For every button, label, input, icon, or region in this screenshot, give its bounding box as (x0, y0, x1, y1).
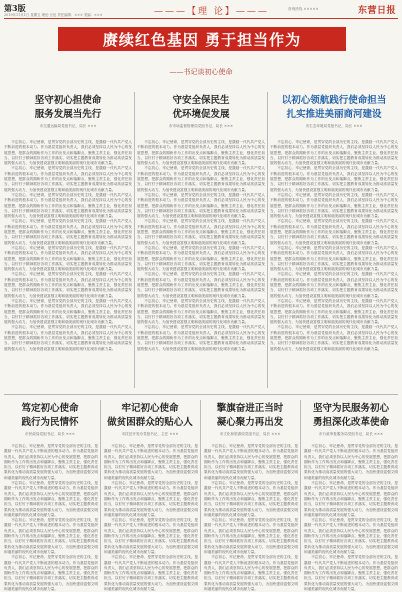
section-label-wrap (154, 4, 269, 17)
body-paragraph: 不忘初心、牢记使命，是贯穿党的全部历史的主线，是激励一代代共产党人不断前进的根本动力。作为基层党组织负责人，我们必须坚持以人民为中心的发展思想，把群众的期盼作为工作的出发点和落脚点，聚焦主责主业，强化责任担当，以钉钉子精神抓好各项工作落实，切实把主题教育成果转化为推动高质量发展的强大动力，为加快建设富强文明和谐美丽的现代化城市贡献力量。 (204, 555, 298, 592)
article-title-line: 践行为民情怀 (21, 417, 79, 428)
body-paragraph: 不忘初心、牢记使命，是贯穿党的全部历史的主线，是激励一代代共产党人不断前进的根本动力。作为基层党组织负责人，我们必须坚持以人民为中心的发展思想，把群众的期盼作为工作的出发点和落脚点，聚焦主责主业，强化责任担当，以钉钉子精神抓好各项工作落实，切实把主题教育成果转化为推动高质量发展的强大动力，为加快建设富强文明和谐美丽的现代化城市贡献力量。 (4, 555, 98, 592)
body-paragraph: 不忘初心、牢记使命，是贯穿党的全部历史的主线，是激励一代代共产党人不断前进的根本动力。作为基层党组织负责人，我们必须坚持以人民为中心的发展思想，把群众的期盼作为工作的出发点和落脚点，聚焦主责主业，强化责任担当，以钉钉子精神抓好各项工作落实，切实把主题教育成果转化为推动高质量发展的强大动力，为加快建设富强文明和谐美丽的现代化城市贡献力量。 (204, 481, 298, 517)
body-paragraph: 不忘初心、牢记使命，是贯穿党的全部历史的主线，是激励一代代共产党人不断前进的根本动力。作为基层党组织负责人，我们必须坚持以人民为中心的发展思想，把群众的期盼作为工作的出发点和落脚点，聚焦主责主业，强化责任担当，以钉钉子精神抓好各项工作落实，切实把主题教育成果转化为推动高质量发展的强大动力，为加快建设富强文明和谐美丽的现代化城市贡献力量。 (270, 245, 398, 272)
body-paragraph: 不忘初心、牢记使命，是贯穿党的全部历史的主线，是激励一代代共产党人不断前进的根本动力。作为基层党组织负责人，我们必须坚持以人民为中心的发展思想，把群众的期盼作为工作的出发点和落脚点，聚焦主责主业，强化责任担当，以钉钉子精神抓好各项工作落实，切实把主题教育成果转化为推动高质量发展的强大动力，为加快建设富强文明和谐美丽的现代化城市贡献力量。 (137, 245, 265, 272)
article-title-line: 牢记初心使命 (121, 403, 179, 414)
body-paragraph: 不忘初心、牢记使命，是贯穿党的全部历史的主线，是激励一代代共产党人不断前进的根本动力。作为基层党组织负责人，我们必须坚持以人民为中心的发展思想，把群众的期盼作为工作的出发点和落脚点，聚焦主责主业，强化责任担当，以钉钉子精神抓好各项工作落实，切实把主题教育成果转化为推动高质量发展的强大动力，为加快建设富强文明和谐美丽的现代化城市贡献力量。 (104, 481, 198, 517)
body-paragraph: 不忘初心、牢记使命，是贯穿党的全部历史的主线，是激励一代代共产党人不断前进的根本动力。作为基层党组织负责人，我们必须坚持以人民为中心的发展思想，把群众的期盼作为工作的出发点和落脚点，聚焦主责主业，强化责任担当，以钉钉子精神抓好各项工作落实，切实把主题教育成果转化为推动高质量发展的强大动力，为加快建设富强文明和谐美丽的现代化城市贡献力量。 (137, 140, 265, 166)
banner-title: 赓续红色基因 勇于担当作为 (102, 31, 302, 49)
article-title-line: 坚守初心担使命 (34, 95, 102, 106)
article-title-line: 勇担深化改革使命 (312, 417, 389, 428)
column-divider (267, 92, 268, 388)
article-byline: 市文化和旅游局党组书记、局长 ××× (219, 432, 281, 436)
body-paragraph: 不忘初心、牢记使命，是贯穿党的全部历史的主线，是激励一代代共产党人不断前进的根本动力。作为基层党组织负责人，我们必须坚持以人民为中心的发展思想，把群众的期盼作为工作的出发点和落脚点，聚焦主责主业，强化责任担当，以钉钉子精神抓好各项工作落实，切实把主题教育成果转化为推动高质量发展的强大动力，为加快建设富强文明和谐美丽的现代化城市贡献力量。 (270, 219, 398, 245)
body-paragraph: 不忘初心、牢记使命，是贯穿党的全部历史的主线，是激励一代代共产党人不断前进的根本动力。作为基层党组织负责人，我们必须坚持以人民为中心的发展思想，把群众的期盼作为工作的出发点和落脚点，聚焦主责主业，强化责任担当，以钉钉子精神抓好各项工作落实，切实把主题教育成果转化为推动高质量发展的强大动力，为加快建设富强文明和谐美丽的现代化城市贡献力量。 (270, 166, 398, 192)
article-body-2 (137, 140, 265, 386)
bracket-right-icon: 】——— (224, 7, 269, 17)
article-heading-7 (302, 402, 400, 437)
header-meta-right: 咨询热线 ××××× (288, 7, 319, 11)
body-paragraph: 不忘初心、牢记使命，是贯穿党的全部历史的主线，是激励一代代共产党人不断前进的根本动力。作为基层党组织负责人，我们必须坚持以人民为中心的发展思想，把群众的期盼作为工作的出发点和落脚点，聚焦主责主业，强化责任担当，以钉钉子精神抓好各项工作落实，切实把主题教育成果转化为推动高质量发展的强大动力，为加快建设富强文明和谐美丽的现代化城市贡献力量。 (4, 192, 132, 219)
body-paragraph: 不忘初心、牢记使命，是贯穿党的全部历史的主线，是激励一代代共产党人不断前进的根本动力。作为基层党组织负责人，我们必须坚持以人民为中心的发展思想，把群众的期盼作为工作的出发点和落脚点，聚焦主责主业，强化责任担当，以钉钉子精神抓好各项工作落实，切实把主题教育成果转化为推动高质量发展的强大动力，为加快建设富强文明和谐美丽的现代化城市贡献力量。 (4, 219, 132, 245)
article-byline: 市扶贫开发办党组书记、主任 ××× (121, 432, 179, 436)
body-paragraph: 不忘初心、牢记使命，是贯穿党的全部历史的主线，是激励一代代共产党人不断前进的根本动力。作为基层党组织负责人，我们必须坚持以人民为中心的发展思想，把群众的期盼作为工作的出发点和落脚点，聚焦主责主业，强化责任担当，以钉钉子精神抓好各项工作落实，切实把主题教育成果转化为推动高质量发展的强大动力，为加快建设富强文明和谐美丽的现代化城市贡献力量。 (270, 272, 398, 298)
article-heading-3 (270, 94, 398, 129)
article-heading-5 (102, 402, 198, 437)
body-paragraph: 不忘初心、牢记使命，是贯穿党的全部历史的主线，是激励一代代共产党人不断前进的根本动力。作为基层党组织负责人，我们必须坚持以人民为中心的发展思想，把群众的期盼作为工作的出发点和落脚点，聚焦主责主业，强化责任担当，以钉钉子精神抓好各项工作落实，切实把主题教育成果转化为推动高质量发展的强大动力，为加快建设富强文明和谐美丽的现代化城市贡献力量。 (304, 555, 398, 592)
body-paragraph: 不忘初心、牢记使命，是贯穿党的全部历史的主线，是激励一代代共产党人不断前进的根本动力。作为基层党组织负责人，我们必须坚持以人民为中心的发展思想，把群众的期盼作为工作的出发点和落脚点，聚焦主责主业，强化责任担当，以钉钉子精神抓好各项工作落实，切实把主题教育成果转化为推动高质量发展的强大动力，为加快建设富强文明和谐美丽的现代化城市贡献力量。 (137, 192, 265, 219)
body-paragraph: 不忘初心、牢记使命，是贯穿党的全部历史的主线，是激励一代代共产党人不断前进的根本动力。作为基层党组织负责人，我们必须坚持以人民为中心的发展思想，把群众的期盼作为工作的出发点和落脚点，聚焦主责主业，强化责任担当，以钉钉子精神抓好各项工作落实，切实把主题教育成果转化为推动高质量发展的强大动力，为加快建设富强文明和谐美丽的现代化城市贡献力量。 (270, 298, 398, 325)
body-paragraph: 不忘初心、牢记使命，是贯穿党的全部历史的主线，是激励一代代共产党人不断前进的根本动力。作为基层党组织负责人，我们必须坚持以人民为中心的发展思想，把群众的期盼作为工作的出发点和落脚点，聚焦主责主业，强化责任担当，以钉钉子精神抓好各项工作落实，切实把主题教育成果转化为推动高质量发展的强大动力，为加快建设富强文明和谐美丽的现代化城市贡献力量。 (4, 481, 98, 517)
article-title-line: 擎旗奋进正当时 (216, 403, 284, 414)
body-paragraph: 不忘初心、牢记使命，是贯穿党的全部历史的主线，是激励一代代共产党人不断前进的根本动力。作为基层党组织负责人，我们必须坚持以人民为中心的发展思想，把群众的期盼作为工作的出发点和落脚点，聚焦主责主业，强化责任担当，以钉钉子精神抓好各项工作落实，切实把主题教育成果转化为推动高质量发展的强大动力，为加快建设富强文明和谐美丽的现代化城市贡献力量。 (137, 166, 265, 192)
bracket-left-icon: ———【 (154, 7, 199, 17)
article-heading-4 (2, 402, 98, 437)
article-title-line: 笃定初心使命 (21, 403, 79, 414)
body-paragraph: 不忘初心、牢记使命，是贯穿党的全部历史的主线，是激励一代代共产党人不断前进的根本动力。作为基层党组织负责人，我们必须坚持以人民为中心的发展思想，把群众的期盼作为工作的出发点和落脚点，聚焦主责主业，强化责任担当，以钉钉子精神抓好各项工作落实，切实把主题教育成果转化为推动高质量发展的强大动力，为加快建设富强文明和谐美丽的现代化城市贡献力量。 (4, 166, 132, 192)
article-title-line: 做贫困群众的贴心人 (107, 417, 193, 428)
column-divider (300, 400, 301, 572)
body-paragraph: 不忘初心、牢记使命，是贯穿党的全部历史的主线，是激励一代代共产党人不断前进的根本动力。作为基层党组织负责人，我们必须坚持以人民为中心的发展思想，把群众的期盼作为工作的出发点和落脚点，聚焦主责主业，强化责任担当，以钉钉子精神抓好各项工作落实，切实把主题教育成果转化为推动高质量发展的强大动力，为加快建设富强文明和谐美丽的现代化城市贡献力量。 (204, 444, 298, 480)
article-byline: 市市场监督管理局党组书记、局长 ××× (168, 124, 234, 128)
article-title-line: 凝心聚力再出发 (216, 417, 284, 428)
body-paragraph: 不忘初心、牢记使命，是贯穿党的全部历史的主线，是激励一代代共产党人不断前进的根本动力。作为基层党组织负责人，我们必须坚持以人民为中心的发展思想，把群众的期盼作为工作的出发点和落脚点，聚焦主责主业，强化责任担当，以钉钉子精神抓好各项工作落实，切实把主题教育成果转化为推动高质量发展的强大动力，为加快建设富强文明和谐美丽的现代化城市贡献力量。 (204, 518, 298, 554)
body-paragraph: 不忘初心、牢记使命，是贯穿党的全部历史的主线，是激励一代代共产党人不断前进的根本动力。作为基层党组织负责人，我们必须坚持以人民为中心的发展思想，把群众的期盼作为工作的出发点和落脚点，聚焦主责主业，强化责任担当，以钉钉子精神抓好各项工作落实，切实把主题教育成果转化为推动高质量发展的强大动力，为加快建设富强文明和谐美丽的现代化城市贡献力量。 (270, 192, 398, 219)
column-divider (134, 92, 135, 388)
body-paragraph: 不忘初心、牢记使命，是贯穿党的全部历史的主线，是激励一代代共产党人不断前进的根本动力。作为基层党组织负责人，我们必须坚持以人民为中心的发展思想，把群众的期盼作为工作的出发点和落脚点，聚焦主责主业，强化责任担当，以钉钉子精神抓好各项工作落实，切实把主题教育成果转化为推动高质量发展的强大动力，为加快建设富强文明和谐美丽的现代化城市贡献力量。 (137, 272, 265, 298)
page-header (4, 3, 398, 17)
article-body-1 (4, 140, 132, 386)
body-paragraph: 不忘初心、牢记使命，是贯穿党的全部历史的主线，是激励一代代共产党人不断前进的根本动力。作为基层党组织负责人，我们必须坚持以人民为中心的发展思想，把群众的期盼作为工作的出发点和落脚点，聚焦主责主业，强化责任担当，以钉钉子精神抓好各项工作落实，切实把主题教育成果转化为推动高质量发展的强大动力，为加快建设富强文明和谐美丽的现代化城市贡献力量。 (137, 298, 265, 325)
body-paragraph: 不忘初心、牢记使命，是贯穿党的全部历史的主线，是激励一代代共产党人不断前进的根本动力。作为基层党组织负责人，我们必须坚持以人民为中心的发展思想，把群众的期盼作为工作的出发点和落脚点，聚焦主责主业，强化责任担当，以钉钉子精神抓好各项工作落实，切实把主题教育成果转化为推动高质量发展的强大动力，为加快建设富强文明和谐美丽的现代化城市贡献力量。 (4, 245, 132, 272)
body-paragraph: 不忘初心、牢记使命，是贯穿党的全部历史的主线，是激励一代代共产党人不断前进的根本动力。作为基层党组织负责人，我们必须坚持以人民为中心的发展思想，把群众的期盼作为工作的出发点和落脚点，聚焦主责主业，强化责任担当，以钉钉子精神抓好各项工作落实，切实把主题教育成果转化为推动高质量发展的强大动力，为加快建设富强文明和谐美丽的现代化城市贡献力量。 (4, 444, 98, 480)
article-heading-2 (137, 94, 265, 129)
column-divider (200, 400, 201, 572)
article-byline: 市生态环境局党组书记、局长 ××× (305, 124, 363, 128)
body-paragraph: 不忘初心、牢记使命，是贯穿党的全部历史的主线，是激励一代代共产党人不断前进的根本动力。作为基层党组织负责人，我们必须坚持以人民为中心的发展思想，把群众的期盼作为工作的出发点和落脚点，聚焦主责主业，强化责任担当，以钉钉子精神抓好各项工作落实，切实把主题教育成果转化为推动高质量发展的强大动力，为加快建设富强文明和谐美丽的现代化城市贡献力量。 (270, 325, 398, 351)
article-byline: 市行政审批服务局党组书记、局长 ××× (318, 432, 384, 436)
article-title-line: 优环境促发展 (172, 109, 230, 120)
edition-label: 第3版 (4, 3, 26, 13)
article-title-line: 扎实推进美丽商河建设 (286, 109, 382, 120)
article-byline: 市交通运输局党组书记、局长 ××× (39, 124, 97, 128)
body-paragraph: 不忘初心、牢记使命，是贯穿党的全部历史的主线，是激励一代代共产党人不断前进的根本动力。作为基层党组织负责人，我们必须坚持以人民为中心的发展思想，把群众的期盼作为工作的出发点和落脚点，聚焦主责主业，强化责任担当，以钉钉子精神抓好各项工作落实，切实把主题教育成果转化为推动高质量发展的强大动力，为加快建设富强文明和谐美丽的现代化城市贡献力量。 (104, 444, 198, 480)
column-divider (100, 400, 101, 572)
article-body-4 (4, 444, 98, 592)
article-body-5 (104, 444, 198, 592)
newspaper-brand: 东营日报 (358, 6, 397, 16)
body-paragraph: 不忘初心、牢记使命，是贯穿党的全部历史的主线，是激励一代代共产党人不断前进的根本动力。作为基层党组织负责人，我们必须坚持以人民为中心的发展思想，把群众的期盼作为工作的出发点和落脚点，聚焦主责主业，强化责任担当，以钉钉子精神抓好各项工作落实，切实把主题教育成果转化为推动高质量发展的强大动力，为加快建设富强文明和谐美丽的现代化城市贡献力量。 (137, 325, 265, 351)
article-heading-6 (202, 402, 298, 437)
body-paragraph: 不忘初心、牢记使命，是贯穿党的全部历史的主线，是激励一代代共产党人不断前进的根本动力。作为基层党组织负责人，我们必须坚持以人民为中心的发展思想，把群众的期盼作为工作的出发点和落脚点，聚焦主责主业，强化责任担当，以钉钉子精神抓好各项工作落实，切实把主题教育成果转化为推动高质量发展的强大动力，为加快建设富强文明和谐美丽的现代化城市贡献力量。 (104, 555, 198, 592)
body-paragraph: 不忘初心、牢记使命，是贯穿党的全部历史的主线，是激励一代代共产党人不断前进的根本动力。作为基层党组织负责人，我们必须坚持以人民为中心的发展思想，把群众的期盼作为工作的出发点和落脚点，聚焦主责主业，强化责任担当，以钉钉子精神抓好各项工作落实，切实把主题教育成果转化为推动高质量发展的强大动力，为加快建设富强文明和谐美丽的现代化城市贡献力量。 (4, 298, 132, 325)
body-paragraph: 不忘初心、牢记使命，是贯穿党的全部历史的主线，是激励一代代共产党人不断前进的根本动力。作为基层党组织负责人，我们必须坚持以人民为中心的发展思想，把群众的期盼作为工作的出发点和落脚点，聚焦主责主业，强化责任担当，以钉钉子精神抓好各项工作落实，切实把主题教育成果转化为推动高质量发展的强大动力，为加快建设富强文明和谐美丽的现代化城市贡献力量。 (304, 518, 398, 554)
section-divider (4, 394, 398, 395)
body-paragraph: 不忘初心、牢记使命，是贯穿党的全部历史的主线，是激励一代代共产党人不断前进的根本动力。作为基层党组织负责人，我们必须坚持以人民为中心的发展思想，把群众的期盼作为工作的出发点和落脚点，聚焦主责主业，强化责任担当，以钉钉子精神抓好各项工作落实，切实把主题教育成果转化为推动高质量发展的强大动力，为加快建设富强文明和谐美丽的现代化城市贡献力量。 (4, 518, 98, 554)
main-banner (58, 27, 346, 51)
body-paragraph: 不忘初心、牢记使命，是贯穿党的全部历史的主线，是激励一代代共产党人不断前进的根本动力。作为基层党组织负责人，我们必须坚持以人民为中心的发展思想，把群众的期盼作为工作的出发点和落脚点，聚焦主责主业，强化责任担当，以钉钉子精神抓好各项工作落实，切实把主题教育成果转化为推动高质量发展的强大动力，为加快建设富强文明和谐美丽的现代化城市贡献力量。 (137, 219, 265, 245)
article-body-7 (304, 444, 398, 592)
body-paragraph: 不忘初心、牢记使命，是贯穿党的全部历史的主线，是激励一代代共产党人不断前进的根本动力。作为基层党组织负责人，我们必须坚持以人民为中心的发展思想，把群众的期盼作为工作的出发点和落脚点，聚焦主责主业，强化责任担当，以钉钉子精神抓好各项工作落实，切实把主题教育成果转化为推动高质量发展的强大动力，为加快建设富强文明和谐美丽的现代化城市贡献力量。 (304, 444, 398, 480)
article-title-line: 守安全保民生 (172, 95, 230, 106)
article-title-line: 以初心领航践行使命担当 (281, 95, 387, 106)
article-title-line: 服务发展当先行 (34, 109, 102, 120)
header-rule (4, 18, 398, 19)
body-paragraph: 不忘初心、牢记使命，是贯穿党的全部历史的主线，是激励一代代共产党人不断前进的根本动力。作为基层党组织负责人，我们必须坚持以人民为中心的发展思想，把群众的期盼作为工作的出发点和落脚点，聚焦主责主业，强化责任担当，以钉钉子精神抓好各项工作落实，切实把主题教育成果转化为推动高质量发展的强大动力，为加快建设富强文明和谐美丽的现代化城市贡献力量。 (304, 481, 398, 517)
article-body-3 (270, 140, 398, 386)
body-paragraph: 不忘初心、牢记使命，是贯穿党的全部历史的主线，是激励一代代共产党人不断前进的根本动力。作为基层党组织负责人，我们必须坚持以人民为中心的发展思想，把群众的期盼作为工作的出发点和落脚点，聚焦主责主业，强化责任担当，以钉钉子精神抓好各项工作落实，切实把主题教育成果转化为推动高质量发展的强大动力，为加快建设富强文明和谐美丽的现代化城市贡献力量。 (4, 140, 132, 166)
body-paragraph: 不忘初心、牢记使命，是贯穿党的全部历史的主线，是激励一代代共产党人不断前进的根本动力。作为基层党组织负责人，我们必须坚持以人民为中心的发展思想，把群众的期盼作为工作的出发点和落脚点，聚焦主责主业，强化责任担当，以钉钉子精神抓好各项工作落实，切实把主题教育成果转化为推动高质量发展的强大动力，为加快建设富强文明和谐美丽的现代化城市贡献力量。 (270, 140, 398, 166)
header-meta-left: 2019年11月1日 星期五 理论·言论 责任编辑：××× 美编：××× (4, 13, 103, 17)
body-paragraph: 不忘初心、牢记使命，是贯穿党的全部历史的主线，是激励一代代共产党人不断前进的根本动力。作为基层党组织负责人，我们必须坚持以人民为中心的发展思想，把群众的期盼作为工作的出发点和落脚点，聚焦主责主业，强化责任担当，以钉钉子精神抓好各项工作落实，切实把主题教育成果转化为推动高质量发展的强大动力，为加快建设富强文明和谐美丽的现代化城市贡献力量。 (4, 272, 132, 298)
body-paragraph: 不忘初心、牢记使命，是贯穿党的全部历史的主线，是激励一代代共产党人不断前进的根本动力。作为基层党组织负责人，我们必须坚持以人民为中心的发展思想，把群众的期盼作为工作的出发点和落脚点，聚焦主责主业，强化责任担当，以钉钉子精神抓好各项工作落实，切实把主题教育成果转化为推动高质量发展的强大动力，为加快建设富强文明和谐美丽的现代化城市贡献力量。 (104, 518, 198, 554)
subheading: ——书记谈初心使命 (169, 68, 233, 76)
article-title-line: 坚守为民服务初心 (312, 403, 389, 414)
article-byline: 市民政局党组书记、局长 ××× (25, 432, 75, 436)
body-paragraph: 不忘初心、牢记使命，是贯穿党的全部历史的主线，是激励一代代共产党人不断前进的根本动力。作为基层党组织负责人，我们必须坚持以人民为中心的发展思想，把群众的期盼作为工作的出发点和落脚点，聚焦主责主业，强化责任担当，以钉钉子精神抓好各项工作落实，切实把主题教育成果转化为推动高质量发展的强大动力，为加快建设富强文明和谐美丽的现代化城市贡献力量。 (4, 325, 132, 351)
section-label: 理 论 (198, 7, 225, 17)
article-heading-1 (4, 94, 132, 129)
article-body-6 (204, 444, 298, 592)
